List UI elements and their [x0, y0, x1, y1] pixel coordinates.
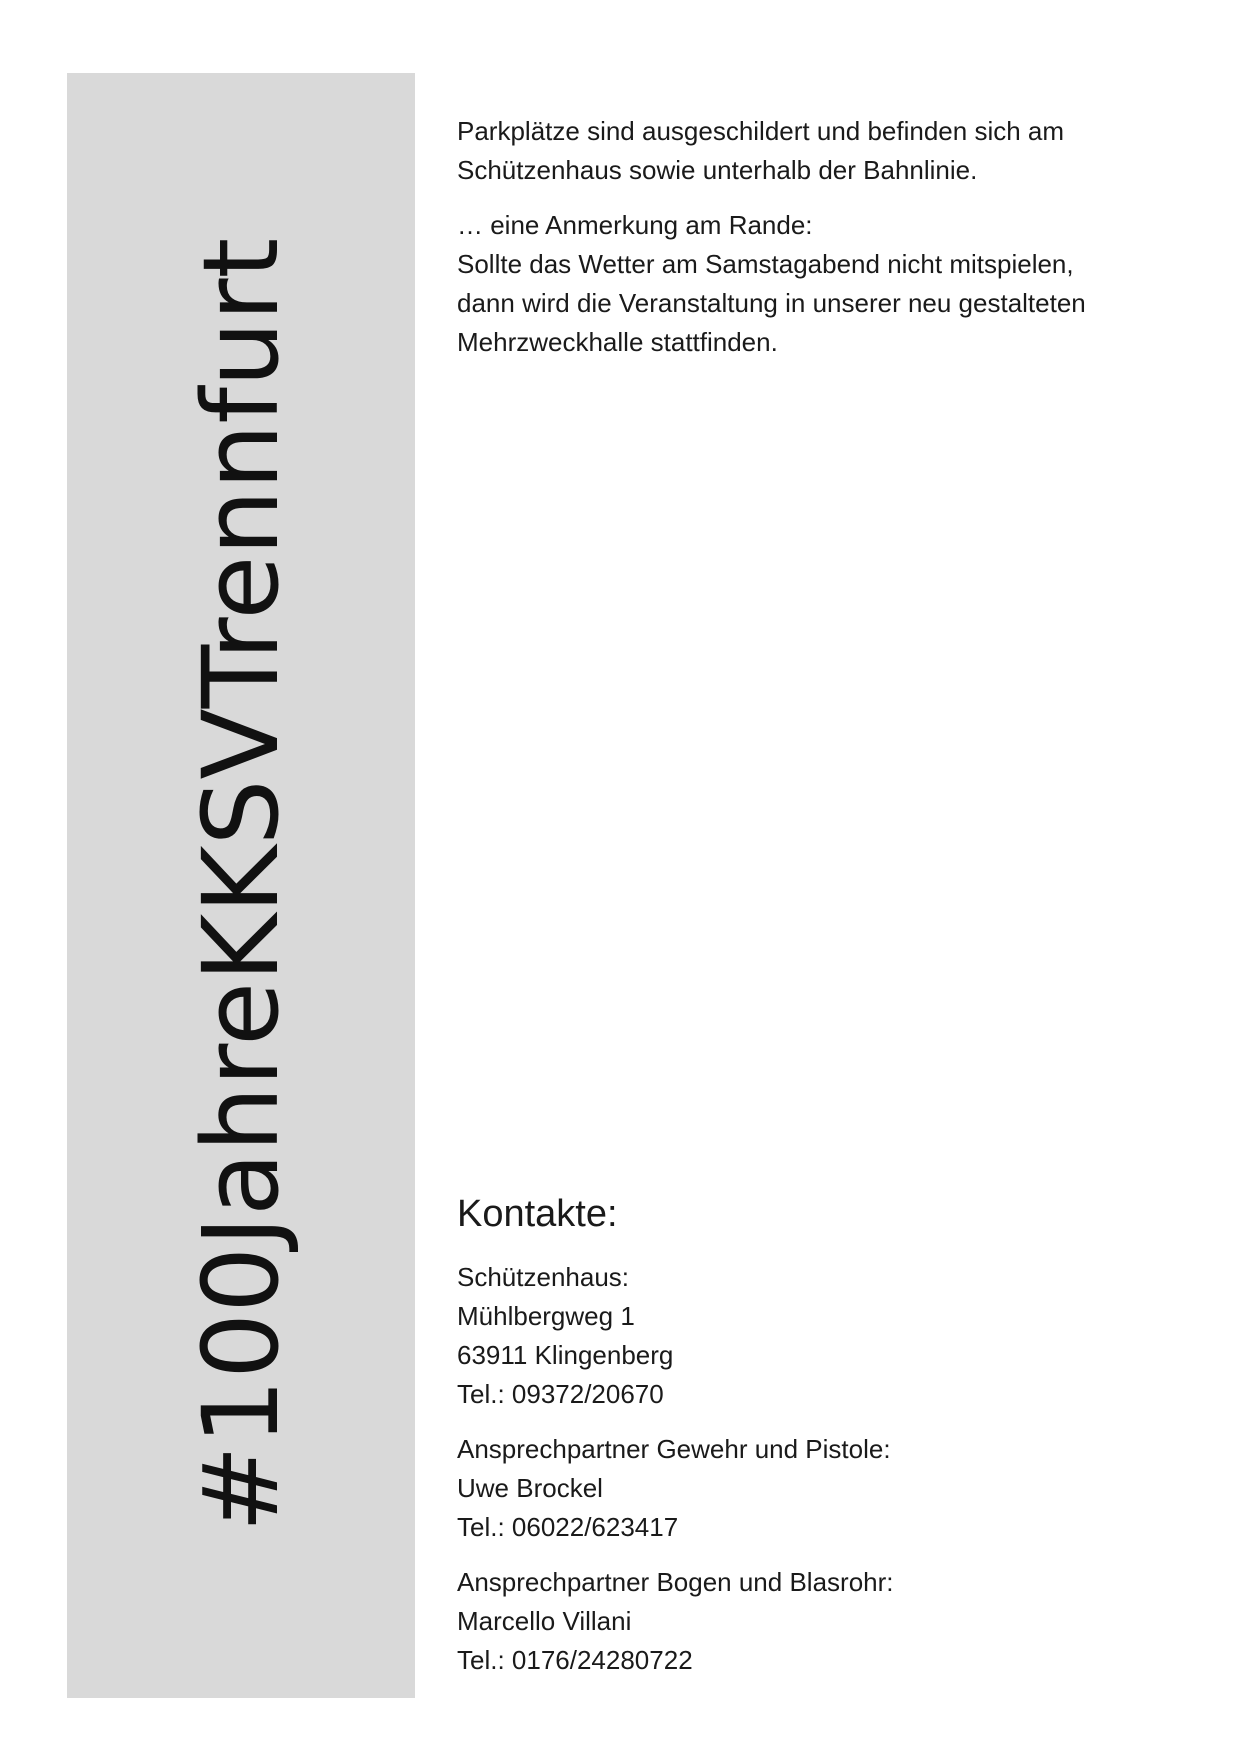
parking-paragraph	[457, 112, 1157, 190]
side-title-wrap	[67, 73, 415, 1698]
contact-block-schuetzenhaus	[457, 1258, 1157, 1414]
contact-line: Ansprechpartner Gewehr und Pistole:	[457, 1434, 891, 1464]
contact-line: Tel.: 0176/24280722	[457, 1645, 693, 1675]
contact-line: Uwe Brockel	[457, 1473, 603, 1503]
note-line-4: Mehrzweckhalle stattfinden.	[457, 327, 778, 357]
contact-block-gewehr-pistole	[457, 1430, 1157, 1547]
contacts-section	[457, 1190, 1157, 1696]
note-line-3: dann wird die Veranstaltung in unserer neu gestalteten	[457, 288, 1086, 318]
contact-line: Tel.: 09372/20670	[457, 1379, 664, 1409]
contact-line: Mühlbergweg 1	[457, 1301, 635, 1331]
contact-line: Schützenhaus:	[457, 1262, 630, 1292]
parking-line-1: Parkplätze sind ausgeschildert und befinden sich am	[457, 116, 1065, 146]
contact-line: Marcello Villani	[457, 1606, 632, 1636]
contact-line: 63911 Klingenberg	[457, 1340, 674, 1370]
side-bar	[67, 73, 415, 1698]
note-line-2: Sollte das Wetter am Samstagabend nicht mitspielen,	[457, 249, 1074, 279]
note-line-1: … eine Anmerkung am Rande:	[457, 210, 813, 240]
contact-line: Ansprechpartner Bogen und Blasrohr:	[457, 1567, 894, 1597]
parking-line-2: Schützenhaus sowie unterhalb der Bahnlinie.	[457, 155, 978, 185]
contacts-heading: Kontakte:	[457, 1193, 618, 1235]
side-title: #100JahreKKSVTrennfurt	[180, 237, 302, 1533]
intro-content	[457, 112, 1157, 378]
contact-block-bogen-blasrohr	[457, 1563, 1157, 1680]
note-paragraph	[457, 206, 1157, 362]
contact-line: Tel.: 06022/623417	[457, 1512, 679, 1542]
